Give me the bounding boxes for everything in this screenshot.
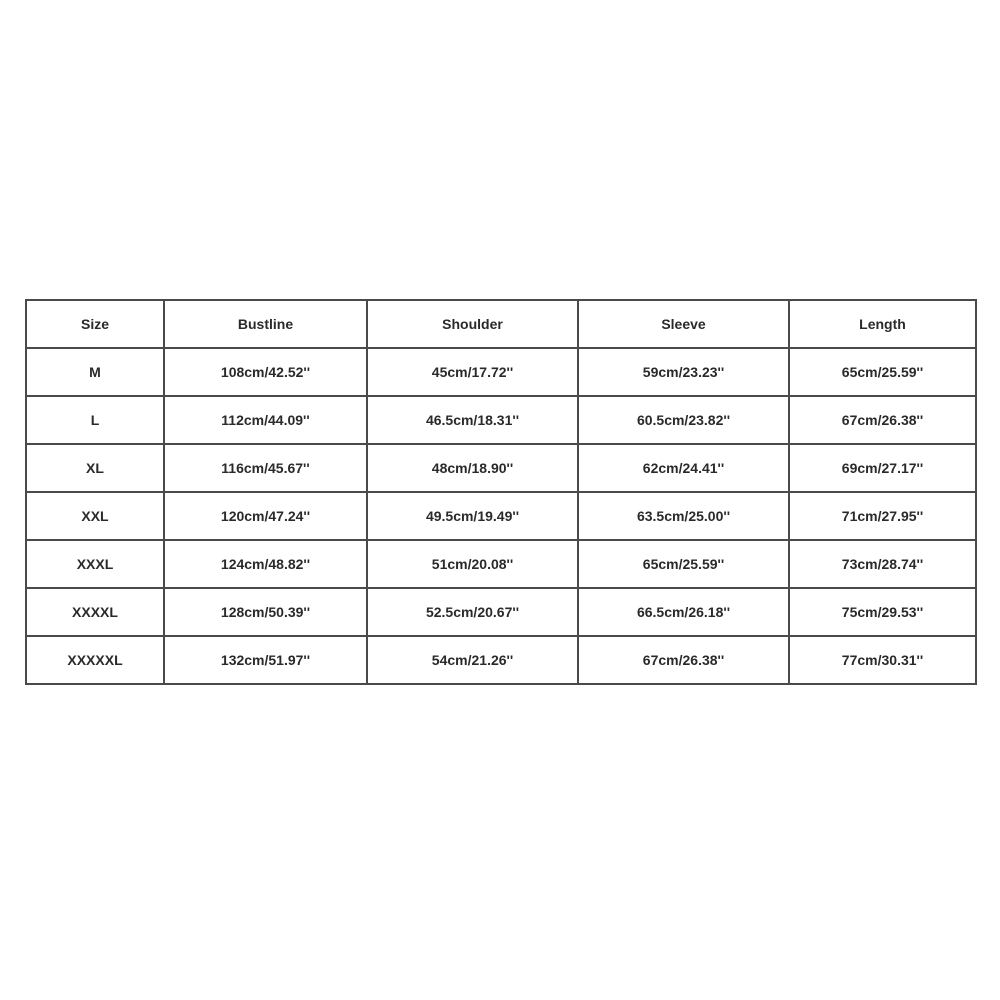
cell-sleeve: 63.5cm/25.00'' (578, 492, 789, 540)
table-row (26, 540, 976, 588)
cell-size: XXXXXL (26, 636, 164, 684)
cell-length: 77cm/30.31'' (789, 636, 976, 684)
cell-bustline: 108cm/42.52'' (164, 348, 367, 396)
cell-sleeve: 62cm/24.41'' (578, 444, 789, 492)
table-row (26, 636, 976, 684)
cell-bustline: 128cm/50.39'' (164, 588, 367, 636)
cell-bustline: 132cm/51.97'' (164, 636, 367, 684)
table-row (26, 588, 976, 636)
cell-sleeve: 65cm/25.59'' (578, 540, 789, 588)
cell-size: XXL (26, 492, 164, 540)
header-sleeve: Sleeve (578, 300, 789, 348)
cell-size: M (26, 348, 164, 396)
cell-length: 73cm/28.74'' (789, 540, 976, 588)
cell-shoulder: 48cm/18.90'' (367, 444, 578, 492)
cell-length: 75cm/29.53'' (789, 588, 976, 636)
cell-size: XXXXL (26, 588, 164, 636)
table-row (26, 396, 976, 444)
cell-shoulder: 54cm/21.26'' (367, 636, 578, 684)
cell-size: L (26, 396, 164, 444)
header-shoulder: Shoulder (367, 300, 578, 348)
cell-bustline: 124cm/48.82'' (164, 540, 367, 588)
cell-size: XXXL (26, 540, 164, 588)
cell-shoulder: 45cm/17.72'' (367, 348, 578, 396)
cell-sleeve: 66.5cm/26.18'' (578, 588, 789, 636)
cell-bustline: 112cm/44.09'' (164, 396, 367, 444)
cell-length: 67cm/26.38'' (789, 396, 976, 444)
header-size: Size (26, 300, 164, 348)
table-row (26, 348, 976, 396)
cell-size: XL (26, 444, 164, 492)
header-length: Length (789, 300, 976, 348)
cell-shoulder: 51cm/20.08'' (367, 540, 578, 588)
table-row (26, 492, 976, 540)
size-chart-table (25, 299, 977, 685)
cell-length: 65cm/25.59'' (789, 348, 976, 396)
cell-sleeve: 59cm/23.23'' (578, 348, 789, 396)
cell-bustline: 116cm/45.67'' (164, 444, 367, 492)
table-header-row (26, 300, 976, 348)
cell-sleeve: 60.5cm/23.82'' (578, 396, 789, 444)
cell-bustline: 120cm/47.24'' (164, 492, 367, 540)
cell-shoulder: 49.5cm/19.49'' (367, 492, 578, 540)
cell-sleeve: 67cm/26.38'' (578, 636, 789, 684)
cell-shoulder: 52.5cm/20.67'' (367, 588, 578, 636)
cell-length: 69cm/27.17'' (789, 444, 976, 492)
header-bustline: Bustline (164, 300, 367, 348)
cell-shoulder: 46.5cm/18.31'' (367, 396, 578, 444)
table-row (26, 444, 976, 492)
cell-length: 71cm/27.95'' (789, 492, 976, 540)
